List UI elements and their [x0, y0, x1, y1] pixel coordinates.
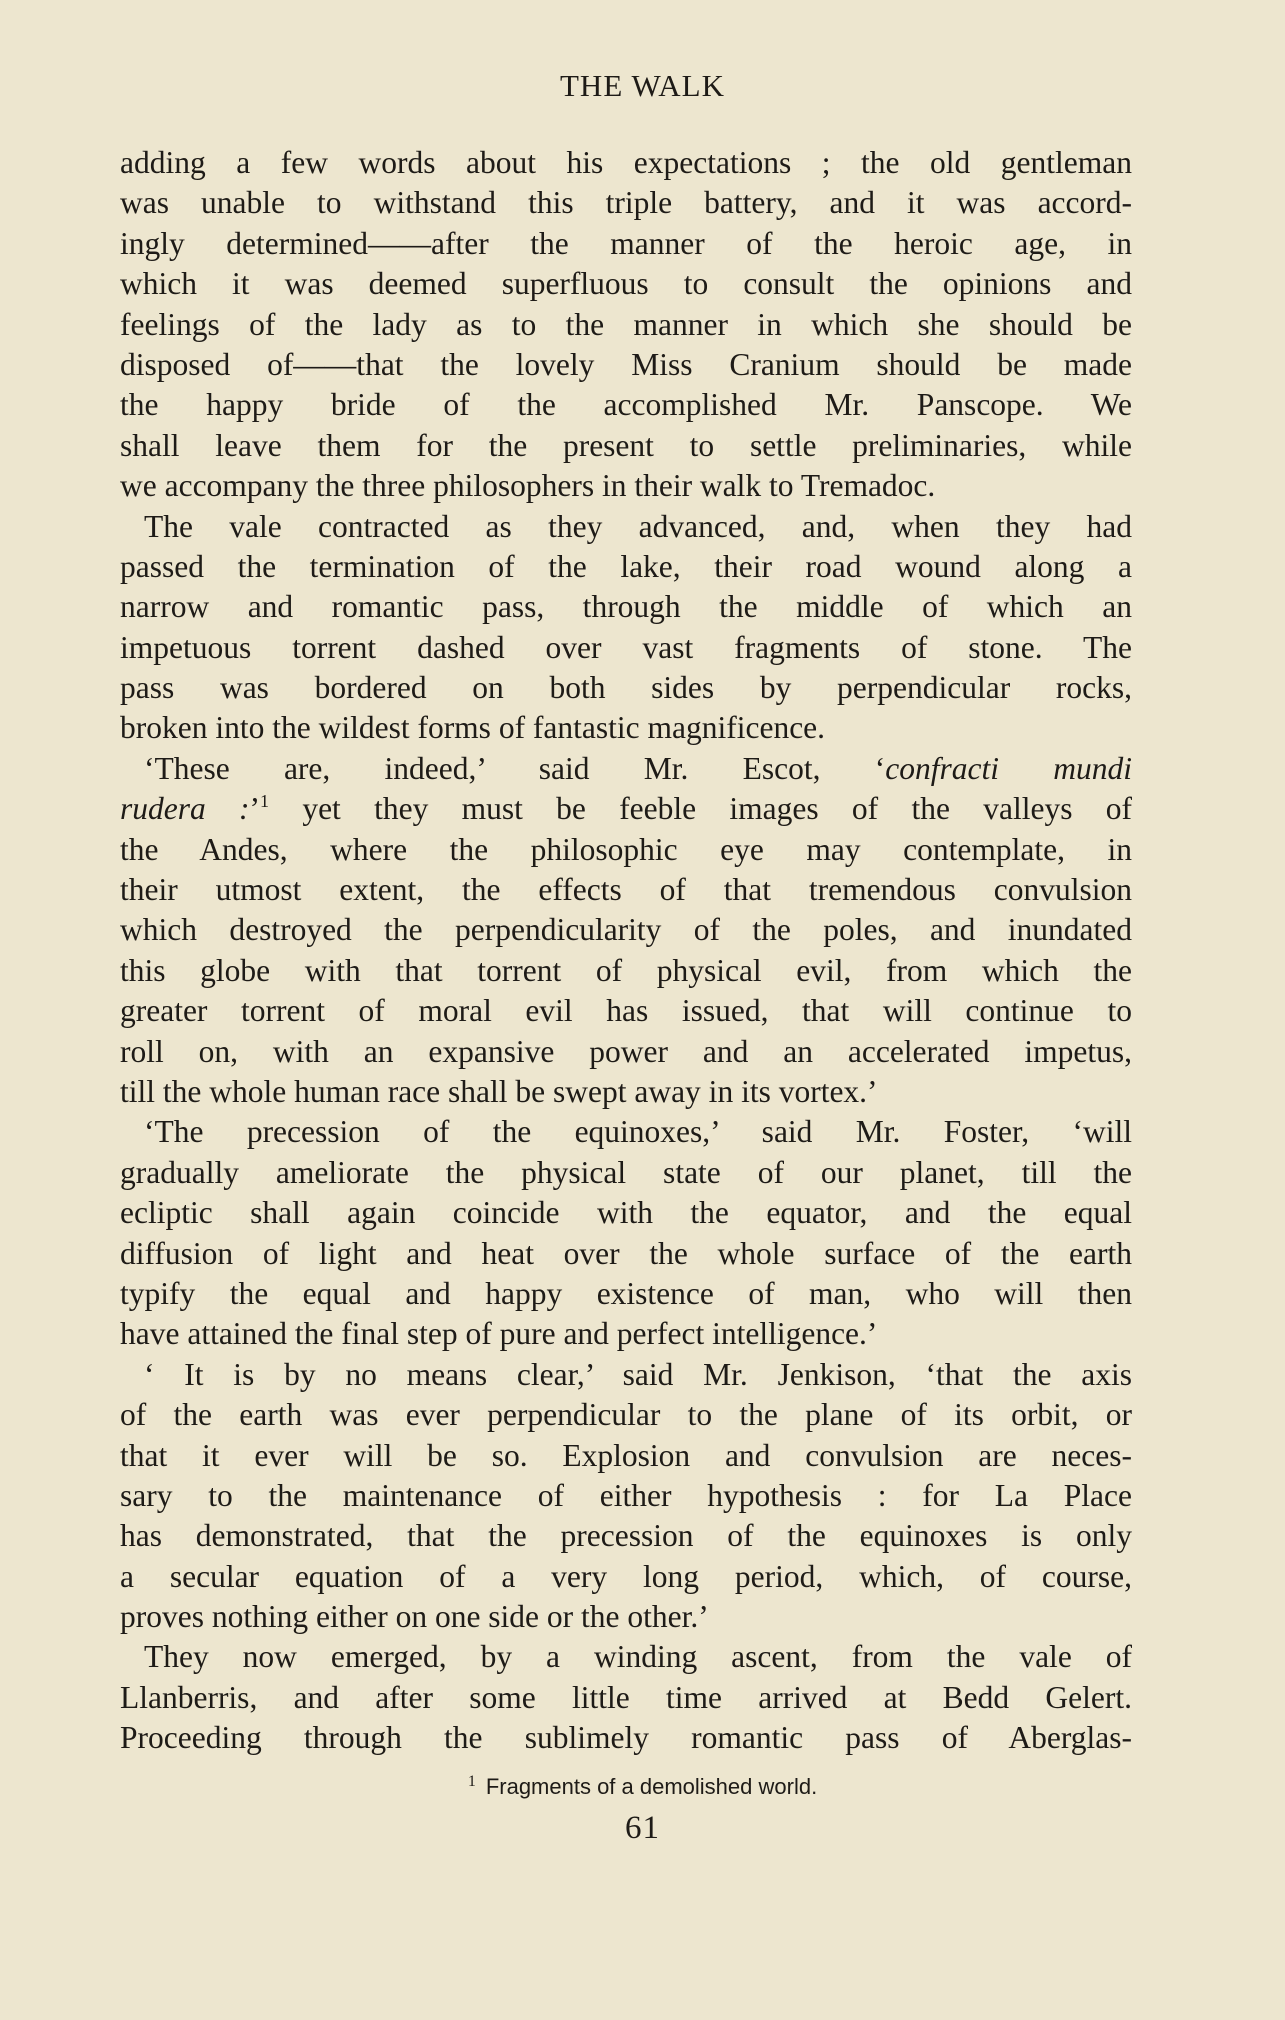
text-line: Llanberris, and after some little time arrived at Bedd Gelert.	[120, 1679, 1132, 1715]
text-line: which destroyed the perpendicularity of the poles, and inundated	[120, 912, 1132, 948]
page-number: 61	[625, 1810, 660, 1846]
text-line: feelings of the lady as to the manner in which she should be	[120, 306, 1132, 342]
text-line: the happy bride of the accomplished Mr. Panscope. We	[120, 387, 1132, 423]
paragraph-start-line: They now emerged, by a winding ascent, from the vale of	[144, 1639, 1132, 1675]
text-line: ecliptic shall again coincide with the equator, and the equal	[120, 1195, 1132, 1231]
text-line: the Andes, where the philosophic eye may contemplate, in	[120, 831, 1132, 867]
footnote-reference: 1	[260, 791, 270, 812]
paragraph-start-line: ‘The precession of the equinoxes,’ said Mr. Foster, ‘will	[144, 1114, 1132, 1150]
paragraph-end-line: proves nothing either on one side or the other.’	[120, 1599, 709, 1635]
text-line: disposed of——that the lovely Miss Cranium should be made	[120, 346, 1132, 382]
text-line: their utmost extent, the effects of that tremendous convulsion	[120, 872, 1132, 908]
footnote	[0, 1773, 1285, 1801]
text-line: a secular equation of a very long period, which, of course,	[120, 1558, 1132, 1594]
latin-quote-italic: rudera :	[120, 791, 250, 827]
text-line: impetuous torrent dashed over vast fragments of stone. The	[120, 629, 1132, 665]
text-line: narrow and romantic pass, through the middle of which an	[120, 589, 1132, 625]
quote-text: ‘These are, indeed,’ said Mr. Escot, ‘	[144, 750, 886, 786]
text-line: has demonstrated, that the precession of the equinoxes is only	[120, 1518, 1132, 1554]
text-line: this globe with that torrent of physical evil, from which the	[120, 952, 1132, 988]
text-line: of the earth was ever perpendicular to the plane of its orbit, or	[120, 1397, 1132, 1433]
footnote-text: Fragments of a demolished world.	[485, 1774, 818, 1799]
text-line: shall leave them for the present to settle preliminaries, while	[120, 427, 1132, 463]
text-line: sary to the maintenance of either hypothesis : for La Place	[120, 1477, 1132, 1513]
closing-quote: ’	[249, 791, 261, 827]
text-line: pass was bordered on both sides by perpendicular rocks,	[120, 670, 1132, 706]
latin-quote-italic: confracti mundi	[885, 750, 1132, 786]
footnote-mark: 1	[467, 1773, 476, 1790]
text-line: that it ever will be so. Explosion and convulsion are neces-	[120, 1437, 1132, 1473]
running-head: THE WALK	[560, 68, 725, 103]
paragraph-start-line	[120, 749, 1132, 789]
text-line: passed the termination of the lake, their road wound along a	[120, 548, 1132, 584]
text-line: typify the equal and happy existence of man, who will then	[120, 1275, 1132, 1311]
text-line: roll on, with an expansive power and an accelerated impetus,	[120, 1033, 1132, 1069]
quote-text: yet they must be feeble images of the valleys of	[269, 791, 1132, 827]
text-line: adding a few words about his expectations ; the old gentleman	[120, 145, 1132, 180]
paragraph-start-line: ‘ It is by no means clear,’ said Mr. Jenkison, ‘that the axis	[144, 1356, 1132, 1392]
text-line: was unable to withstand this triple battery, and it was accord-	[120, 185, 1132, 221]
paragraph-end-line: broken into the wildest forms of fantastic magnificence.	[120, 710, 826, 746]
text-line	[120, 789, 1132, 829]
body-text	[120, 143, 1132, 1759]
text-line: ingly determined——after the manner of the heroic age, in	[120, 225, 1132, 261]
paragraph-end-line: we accompany the three philosophers in their walk to Tremadoc.	[120, 468, 936, 504]
text-line: Proceeding through the sublimely romantic pass of Aberglas-	[120, 1720, 1132, 1756]
paragraph-end-line: have attained the final step of pure and perfect intelligence.’	[120, 1316, 878, 1352]
paragraph-end-line: till the whole human race shall be swept away in its vortex.’	[120, 1073, 878, 1109]
paragraph-start-line: The vale contracted as they advanced, and, when they had	[144, 508, 1132, 544]
text-line: diffusion of light and heat over the whole surface of the earth	[120, 1235, 1132, 1271]
text-line: which it was deemed superfluous to consult the opinions and	[120, 266, 1132, 302]
text-line: greater torrent of moral evil has issued, that will continue to	[120, 993, 1132, 1029]
text-line: gradually ameliorate the physical state of our planet, till the	[120, 1154, 1132, 1190]
